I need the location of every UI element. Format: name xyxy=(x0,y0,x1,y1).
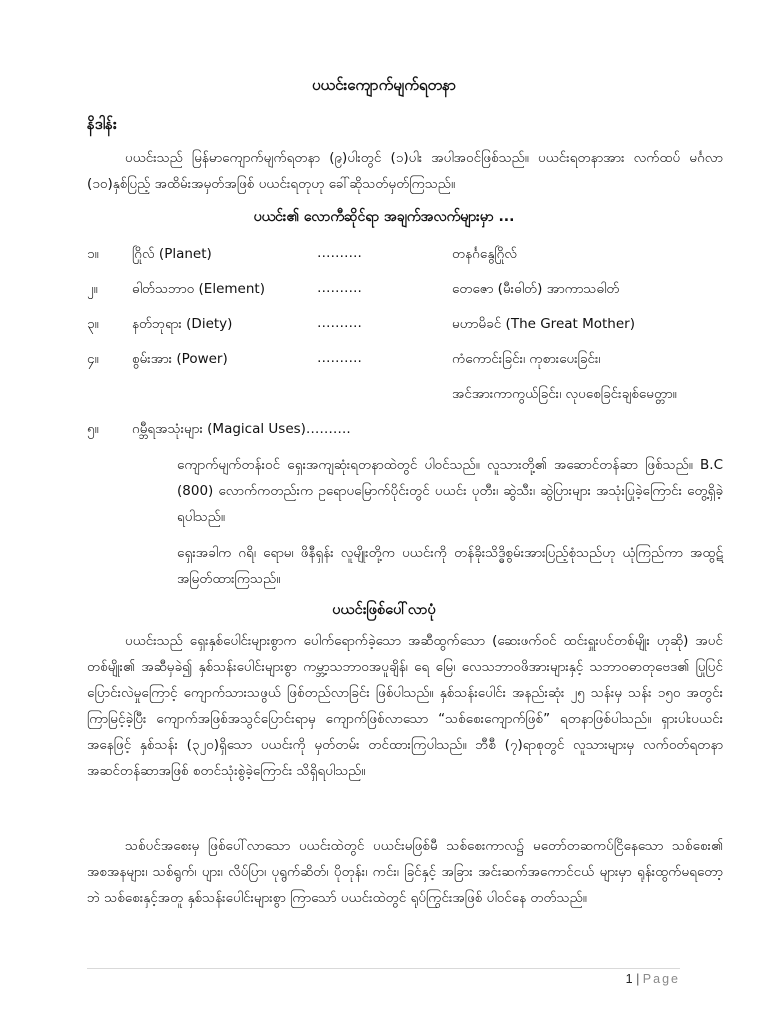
intro-paragraph: ပယင်းသည် မြန်မာကျောက်မျက်ရတနာ (၉)ပါးတွင် (၁)ပါး အပါအဝင်ဖြစ်သည်။ ပယင်းရတနာအား လက်ထပ် မင်္ဂလာ (၁၀)နှစ်ပြည့် အထိမ်းအမှတ်အဖြစ် ပယင်းရတုဟု ခေါ်ဆိုသတ်မှတ်ကြသည်။ xyxy=(87,150,723,192)
magic-paragraph-1: ကျောက်မျက်တန်းဝင် ရှေးအကျဆုံးရတနာထဲတွင် ပါဝင်သည်။ လူသားတို့၏ အဆောင်တန်ဆာ ဖြစ်သည်။ B.C (800) လောက်ကတည်းက ဥရောပမြောက်ပိုင်းတွင် ပယင်း ပုတီး၊ ဆွဲသီး၊ ဆွဲပြားများ အသုံးပြုခဲ့ကြောင်း တွေ့ရှိခဲ့ရပါသည်။ xyxy=(177,457,723,525)
fact-leader: ………. xyxy=(317,315,362,331)
fact-value: မဟာမိခင် (The Great Mother) xyxy=(452,316,635,332)
fact-number: ၁။ xyxy=(87,246,99,262)
fact-label: ဓါတ်သဘာဝ (Element) xyxy=(132,281,265,297)
origin-paragraph-2: သစ်ပင်အစေးမှ ဖြစ်ပေါ်လာသော ပယင်းထဲတွင် ပယင်းမဖြစ်မီ သစ်စေးကာလ၌ မတော်တဆကပ်ငြိနေသော သစ်စေး၏ အစအနများ၊ သစ်ရွက်၊ ပျား၊ လိပ်ပြာ၊ ပုရွက်ဆိတ်၊ ပိုတုန်း၊ ကင်း၊ ခြင်နှင့် အခြား အင်းဆက်အကောင်ငယ် များမှာ ရုန်းထွက်မရတော့ဘဲ သစ်စေးနှင့်အတူ နှစ်သန်းပေါင်းများစွာ ကြာသော် ပယင်းထဲတွင် ရုပ်ကြွင်းအဖြစ် ပါဝင်နေ တတ်သည်။ xyxy=(87,838,723,906)
fact-value: ကံကောင်းခြင်း၊ ကုစားပေးခြင်း၊ xyxy=(452,351,601,367)
fact-leader: ………. xyxy=(317,280,362,296)
fact-leader: ………. xyxy=(317,350,362,366)
fact-label: စွမ်းအား (Power) xyxy=(132,351,228,367)
fact-row-deity xyxy=(87,315,727,339)
fact-number: ၂။ xyxy=(87,281,98,297)
fact-value: အင်အားကာကွယ်ခြင်း၊ လုပစေခြင်းချစ်မေတ္တာ။ xyxy=(452,386,677,402)
fact-label: နတ်ဘုရား (Diety) xyxy=(132,316,233,332)
footer-separator: | xyxy=(636,972,640,986)
fact-label: ဂမ္ဘီရအသုံးများ (Magical Uses)………. xyxy=(132,421,351,437)
fact-label: ဂြိုလ် (Planet) xyxy=(132,246,212,262)
magic-paragraph-2: ရှေးအခါက ဂရိ၊ ရောမ၊ ဖိနီရှန်း လူမျိုးတို့က ပယင်းကို တန်ခိုးသိဒ္ဓိစွမ်းအားပြည့်စုံသည်ဟု ယုံကြည်ကာ အထွဋ်အမြတ်ထားကြသည်။ xyxy=(177,545,723,587)
page-footer xyxy=(560,972,680,986)
page-label: Page xyxy=(642,972,680,986)
page-number: 1 xyxy=(625,972,633,986)
world-facts-heading: ပယင်း၏ လောကီဆိုင်ရာ အချက်အလက်များမှာ ... xyxy=(253,209,515,225)
origin-paragraph-1: ပယင်းသည် ရှေးနှစ်ပေါင်းများစွာက ပေါက်ရောက်ခဲ့သော အဆီထွက်သော (ဆေးဖက်ဝင် ထင်းရှူးပင်တစ်မျိုး ဟုဆို) အပင်တစ်မျိုး၏ အဆီမှခဲ၍ နှစ်သန်းပေါင်းများစွာ ကမ္ဘာ့သဘာဝအပူချိန်၊ ရေ မြေ၊ လေသဘာဝဖိအားများနှင့် သဘာဝဓာတုဗေဒ၏ ပြုပြင်ပြောင်းလဲမှုကြောင့် ကျောက်သားသဖွယ် ဖြစ်တည်လာခြင်း ဖြစ်ပါသည်။ နှစ်သန်းပေါင်း အနည်းဆုံး ၂၅ သန်းမှ သန်း ၁၅၀ အတွင်း ကြာမြင့်ခဲ့ပြီး ကျောက်အဖြစ်အသွင်ပြောင်းရာမှ ကျောက်ဖြစ်လာသော “သစ်စေးကျောက်ဖြစ်” ရတနာဖြစ်ပါသည်။ ရှားပါးပယင်းအနေဖြင့် နှစ်သန်း (၃၂၀)ရှိသော ပယင်းကို မှတ်တမ်း တင်ထားကြပါသည်။ ဘီစီ (၇)ရာစုတွင် လူသားများမှ လက်ဝတ်ရတနာ အဆင်တန်ဆာအဖြစ် စတင်သုံးစွဲခဲ့ကြောင်း သိရှိရပါသည်။ xyxy=(87,633,723,779)
fact-row-power xyxy=(87,350,727,374)
fact-number: ၃။ xyxy=(87,316,99,332)
origin-heading: ပယင်းဖြစ်ပေါ်လာပုံ xyxy=(332,602,436,618)
fact-value: တနင်္ဂနွေဂြိုလ် xyxy=(452,246,518,262)
fact-leader: ………. xyxy=(317,245,362,261)
fact-row-power-continued xyxy=(87,385,727,409)
fact-row-element xyxy=(87,280,727,304)
fact-row-magical-uses xyxy=(87,420,727,444)
fact-value: တေဇော (မီးဓါတ်) အာကာသဓါတ် xyxy=(452,281,620,297)
footer-divider xyxy=(87,968,680,969)
fact-number: ၄။ xyxy=(87,351,99,367)
document-title: ပယင်းကျောက်မျက်ရတနာ xyxy=(311,76,457,94)
fact-number: ၅။ xyxy=(87,421,99,437)
fact-row-planet xyxy=(87,245,727,269)
intro-heading: နိဒါန်း xyxy=(87,115,117,133)
